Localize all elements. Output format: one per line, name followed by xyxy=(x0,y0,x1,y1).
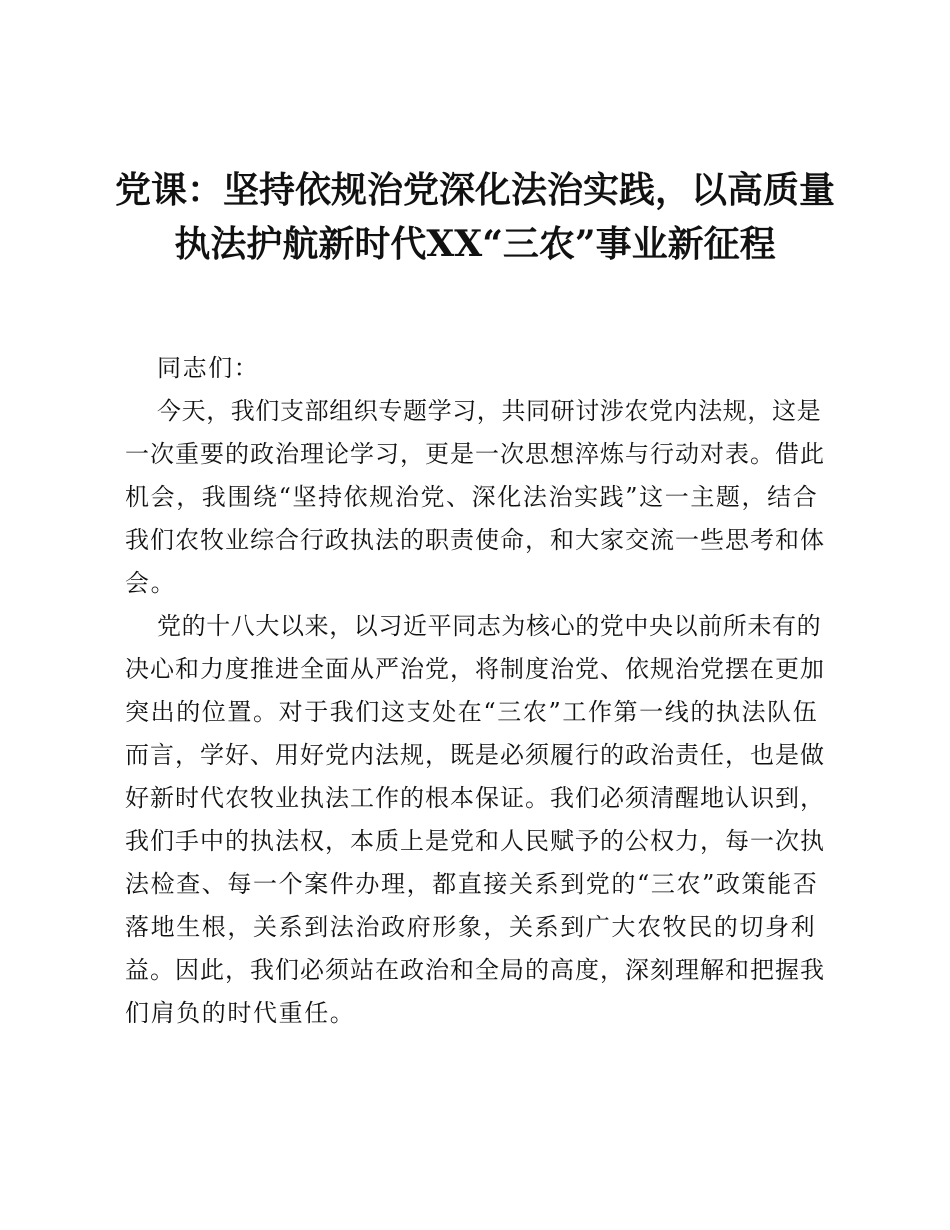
paragraph-1-line-3: 机会，我围绕“坚持依规治党、深化法治实践”这一主题，结合 xyxy=(125,483,819,511)
paragraph-2-line-1: 党的十八大以来，以习近平同志为核心的党中央以前所未有的 xyxy=(157,612,822,640)
paragraph-2-line-5: 好新时代农牧业执法工作的根本保证。我们必须清醒地认识到， xyxy=(125,784,825,812)
paragraph-1-line-4: 我们农牧业综合行政执法的职责使命，和大家交流一些思考和体 xyxy=(125,526,825,554)
salutation: 同志们： xyxy=(157,354,260,382)
paragraph-2-line-8: 落地生根，关系到法治政府形象，关系到广大农牧民的切身利 xyxy=(125,913,817,941)
paragraph-2-line-10: 们肩负的时代重任。 xyxy=(125,999,356,1027)
document-title xyxy=(100,163,850,271)
document-body xyxy=(125,347,825,1035)
paragraph-2-line-2: 决心和力度推进全面从严治党，将制度治党、依规治党摆在更加 xyxy=(125,655,825,683)
paragraph-2-line-3: 突出的位置。对于我们这支处在“三农”工作第一线的执法队伍 xyxy=(125,698,819,726)
paragraph-1-line-1: 今天，我们支部组织专题学习，共同研讨涉农党内法规，这是 xyxy=(157,397,822,425)
title-line-2: 执法护航新时代XX“三农”事业新征程 xyxy=(174,223,776,265)
paragraph-2-line-7: 法检查、每一个案件办理，都直接关系到党的“三农”政策能否 xyxy=(125,870,819,898)
paragraph-2-line-9: 益。因此，我们必须站在政治和全局的高度，深刻理解和把握我 xyxy=(125,956,825,984)
paragraph-1-line-2: 一次重要的政治理论学习，更是一次思想淬炼与行动对表。借此 xyxy=(125,440,825,468)
paragraph-2-line-6: 我们手中的执法权，本质上是党和人民赋予的公权力，每一次执 xyxy=(125,827,825,855)
title-line-1: 党课：坚持依规治党深化法治实践，以高质量 xyxy=(114,169,835,211)
paragraph-1-line-5: 会。 xyxy=(125,569,177,597)
paragraph-2-line-4: 而言，学好、用好党内法规，既是必须履行的政治责任，也是做 xyxy=(125,741,825,769)
